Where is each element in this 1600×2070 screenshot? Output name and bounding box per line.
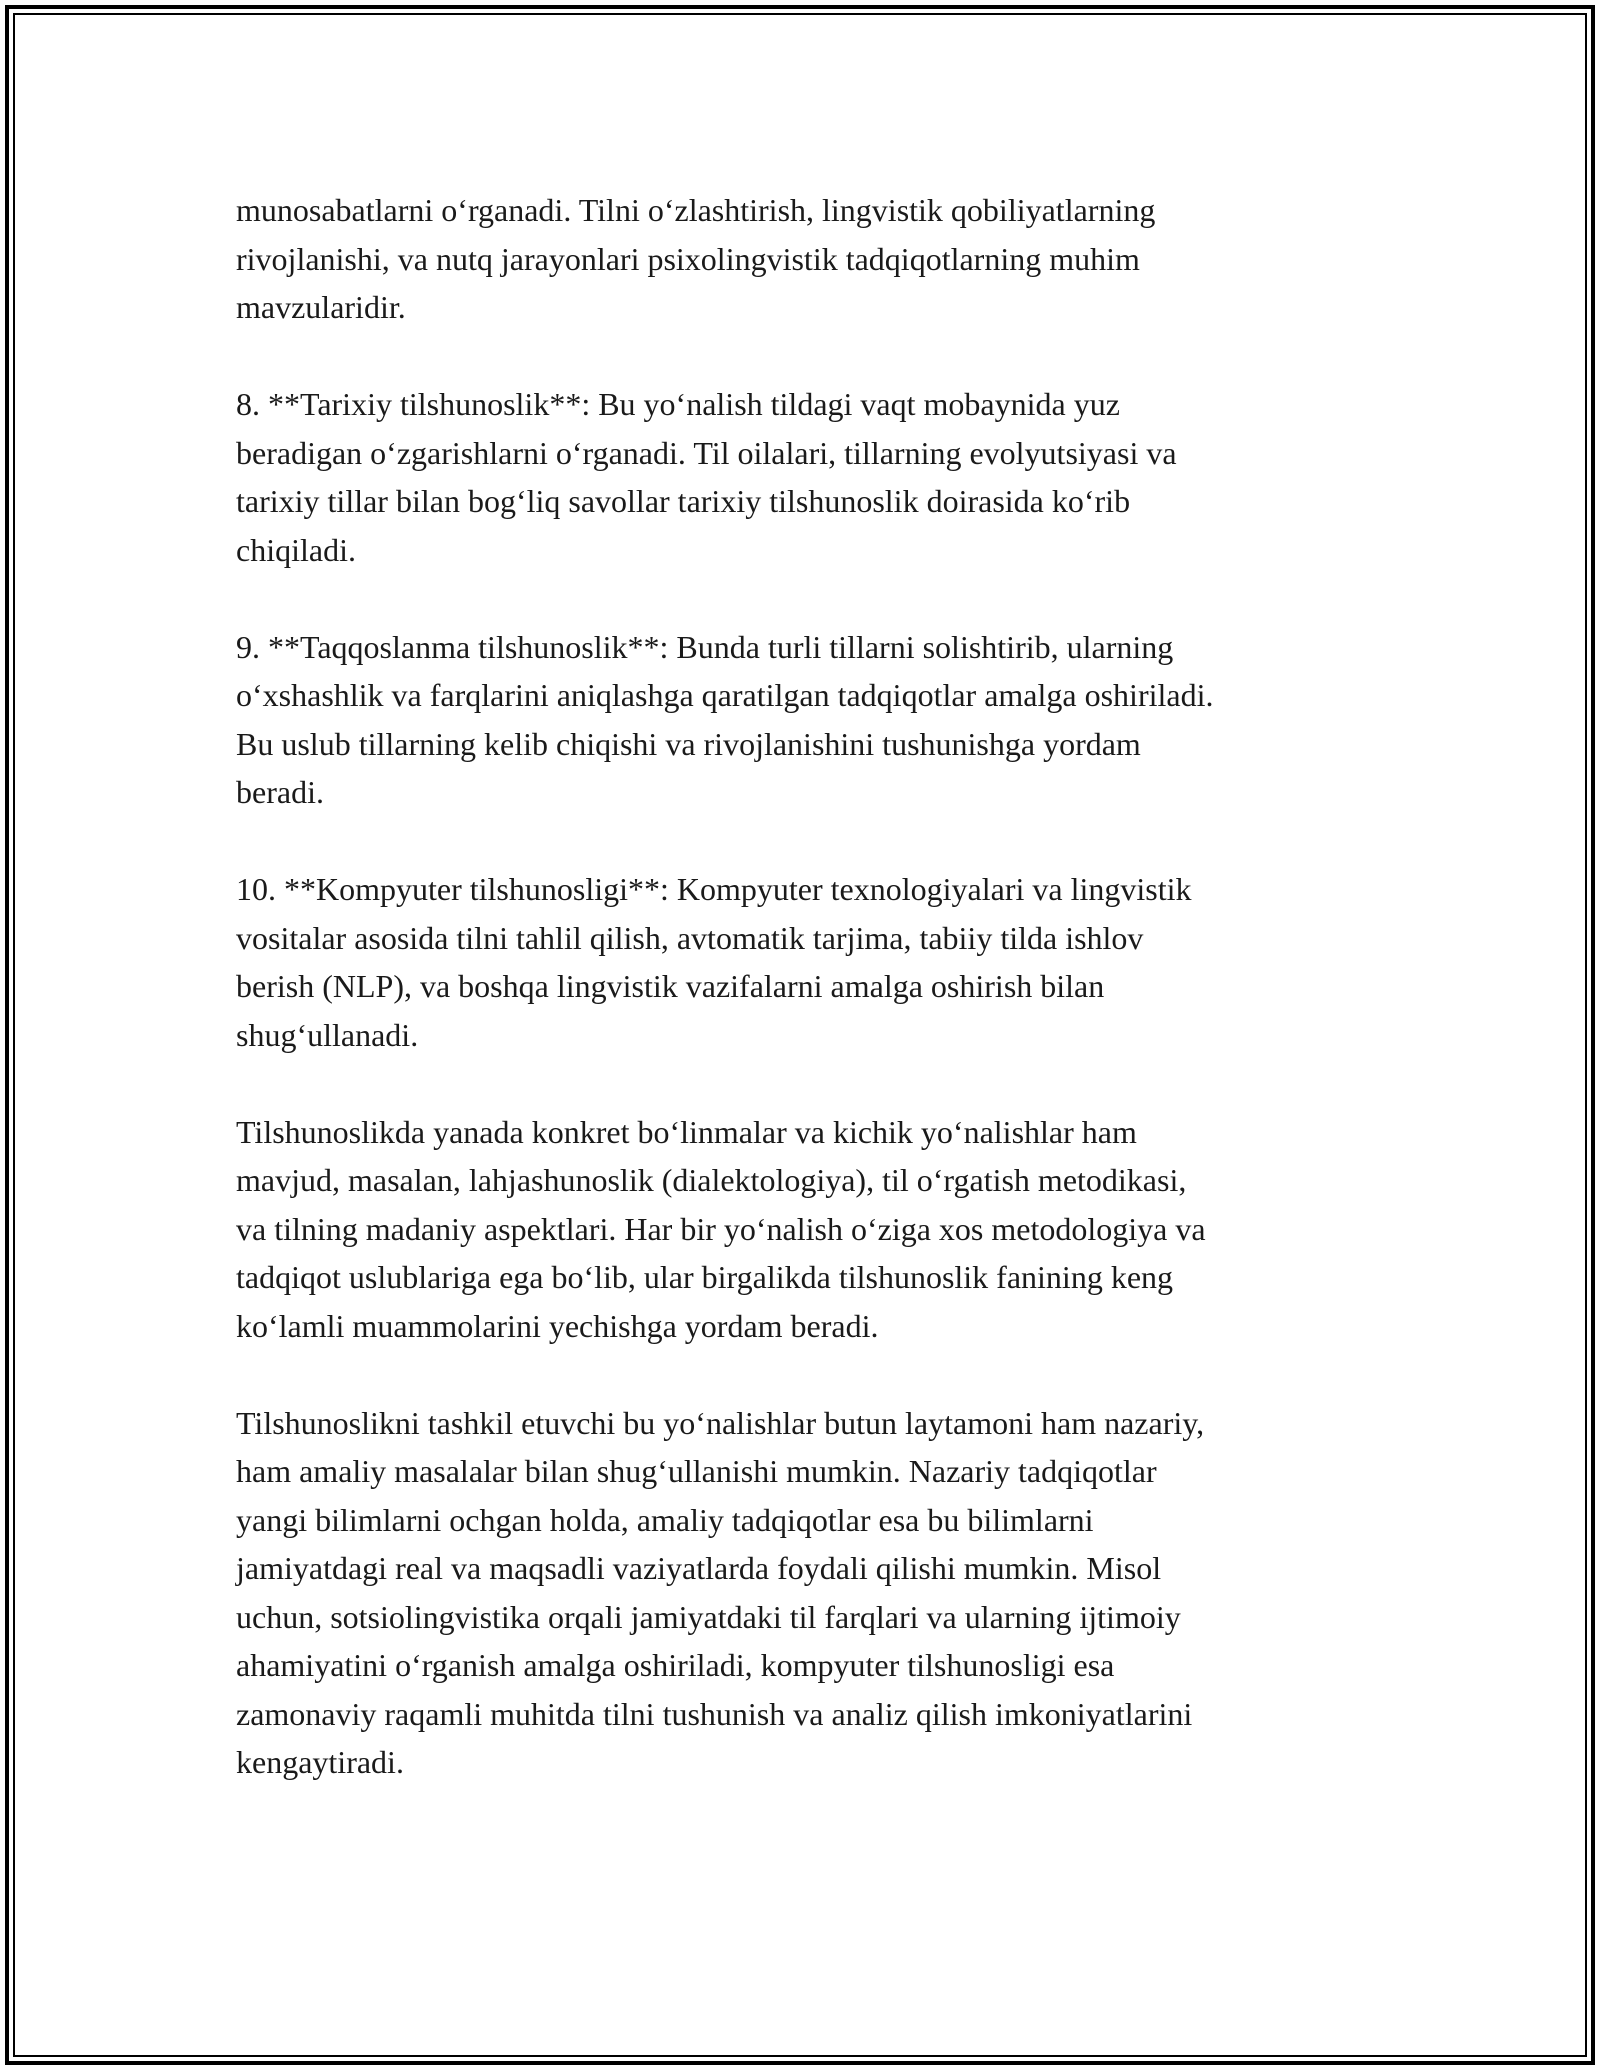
- text-line: vositalar asosida tilni tahlil qilish, avtomatik tarjima, tabiiy tilda ishlov: [236, 919, 1144, 956]
- text-line: beradigan o‘zgarishlarni o‘rganadi. Til oilalari, tillarning evolyutsiyasi va: [236, 434, 1177, 471]
- paragraph-item-8-historical-linguistics: [236, 380, 1376, 574]
- text-line: 8. **Tarixiy tilshunoslik**: Bu yo‘nalish tildagi vaqt mobaynida yuz: [236, 386, 1120, 422]
- text-line: zamonaviy raqamli muhitda tilni tushunish va analiz qilish imkoniyatlarini: [236, 1695, 1193, 1732]
- text-line: mavzularidir.: [236, 289, 406, 325]
- text-line: jamiyatdagi real va maqsadli vaziyatlarda foydali qilishi mumkin. Misol: [236, 1550, 1162, 1586]
- paragraph-subdivisions: [236, 1108, 1376, 1351]
- text-line: munosabatlarni o‘rganadi. Tilni o‘zlashtirish, lingvistik qobiliyatlarning: [236, 192, 1156, 228]
- text-line: berish (NLP), va boshqa lingvistik vazifalarni amalga oshirish bilan: [236, 968, 1105, 1004]
- text-line: Bu uslub tillarning kelib chiqishi va rivojlanishini tushunishga yordam: [236, 725, 1141, 762]
- paragraph-item-10-computational-linguistics: [236, 865, 1376, 1059]
- text-line: 10. **Kompyuter tilshunosligi**: Kompyuter texnologiyalari va lingvistik: [236, 871, 1192, 907]
- text-line: shug‘ullanadi.: [236, 1016, 419, 1053]
- text-line: va tilning madaniy aspektlari. Har bir yo‘nalish o‘ziga xos metodologiya va: [236, 1210, 1206, 1247]
- text-line: tadqiqot uslublariga ega bo‘lib, ular birgalikda tilshunoslik fanining keng: [236, 1259, 1174, 1295]
- paragraph-psycholinguistics-continuation: [236, 186, 1376, 332]
- text-line: tarixiy tillar bilan bog‘liq savollar tarixiy tilshunoslik doirasida ko‘rib: [236, 483, 1131, 519]
- text-line: 9. **Taqqoslanma tilshunoslik**: Bunda turli tillarni solishtirib, ularning: [236, 628, 1174, 665]
- text-line: ahamiyatini o‘rganish amalga oshiriladi, kompyuter tilshunosligi esa: [236, 1647, 1115, 1683]
- text-line: beradi.: [236, 774, 324, 810]
- paragraph-theory-and-practice: [236, 1399, 1376, 1787]
- text-line: uchun, sotsiolingvistika orqali jamiyatdaki til farqlari va ularning ijtimoiy: [236, 1598, 1181, 1635]
- text-line: Tilshunoslikda yanada konkret bo‘linmalar va kichik yo‘nalishlar ham: [236, 1113, 1137, 1150]
- text-line: ham amaliy masalalar bilan shug‘ullanishi mumkin. Nazariy tadqiqotlar: [236, 1453, 1157, 1489]
- text-line: chiqiladi.: [236, 531, 356, 568]
- text-line: yangi bilimlarni ochgan holda, amaliy tadqiqotlar esa bu bilimlarni: [236, 1501, 1094, 1538]
- document-body: [236, 186, 1376, 1787]
- text-line: Tilshunoslikni tashkil etuvchi bu yo‘nalishlar butun laytamoni ham nazariy,: [236, 1404, 1205, 1441]
- text-line: o‘xshashlik va farqlarini aniqlashga qaratilgan tadqiqotlar amalga oshiriladi.: [236, 677, 1214, 713]
- text-line: mavjud, masalan, lahjashunoslik (dialektologiya), til o‘rgatish metodikasi,: [236, 1162, 1187, 1198]
- text-line: kengaytiradi.: [236, 1744, 404, 1780]
- text-line: rivojlanishi, va nutq jarayonlari psixolingvistik tadqiqotlarning muhim: [236, 240, 1140, 277]
- paragraph-item-9-comparative-linguistics: [236, 623, 1376, 817]
- text-line: ko‘lamli muammolarini yechishga yordam beradi.: [236, 1307, 879, 1344]
